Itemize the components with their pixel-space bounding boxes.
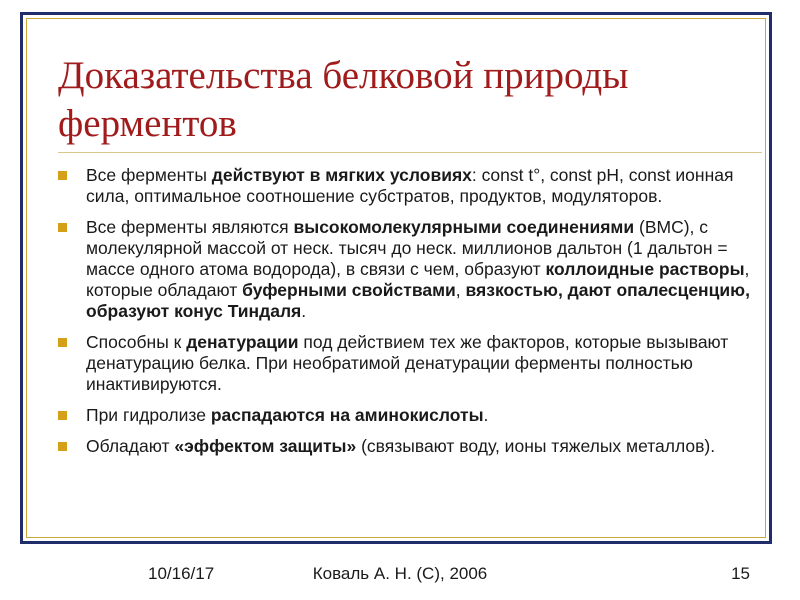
page-number: 15	[731, 564, 750, 583]
bullet-item	[58, 405, 754, 426]
bullet-run: .	[483, 405, 489, 425]
bullet-run: (связывают воду, ионы тяжелых металлов).	[356, 436, 716, 456]
square-bullet-icon	[58, 442, 67, 451]
footer-date: 10/16/17	[148, 564, 215, 583]
footer-author: Коваль А. Н. (С), 2006	[312, 564, 488, 583]
bullet-emphasis: действуют в мягких условиях	[211, 165, 472, 185]
bullet-item	[58, 332, 754, 395]
bullet-run: Все ферменты	[86, 165, 212, 185]
bullet-emphasis: коллоидные растворы	[545, 259, 745, 279]
title-divider	[58, 152, 762, 153]
bullet-list	[58, 165, 754, 467]
bullet-text	[86, 332, 728, 394]
square-bullet-icon	[58, 338, 67, 347]
square-bullet-icon	[58, 171, 67, 180]
bullet-emphasis: распадаются на аминокислоты	[210, 405, 484, 425]
bullet-emphasis: денатурации	[186, 332, 299, 352]
bullet-text	[86, 436, 715, 456]
bullet-run: .	[301, 301, 307, 321]
bullet-text	[86, 405, 488, 425]
bullet-run: Способны к	[86, 332, 187, 352]
bullet-run: , которые обладают	[86, 259, 750, 300]
bullet-run: При гидролизе	[86, 405, 211, 425]
bullet-run: Все ферменты являются	[86, 217, 294, 237]
bullet-item	[58, 217, 754, 322]
bullet-run: ,	[455, 280, 466, 300]
square-bullet-icon	[58, 411, 67, 420]
bullet-item	[58, 436, 754, 457]
bullet-emphasis: высокомолекулярными соединениями	[293, 217, 635, 237]
bullet-run: Обладают	[86, 436, 175, 456]
bullet-text	[86, 165, 733, 206]
bullet-run: : const t°, const pH, const ионная сила, оптимальное соотношение субстратов, продуктов, модуляторов.	[86, 165, 734, 206]
bullet-emphasis: вязкостью, дают опалесценцию, образуют конус Тиндаля	[86, 280, 750, 321]
bullet-run: под действием тех же факторов, которые вызывают денатурацию белка. При необратимой денатурации ферменты полностью инактивируются.	[86, 332, 729, 394]
slide-title: Доказательства белковой природы ферментов	[58, 54, 629, 145]
bullet-emphasis: «эффектом защиты»	[174, 436, 357, 456]
bullet-item	[58, 165, 754, 207]
square-bullet-icon	[58, 223, 67, 232]
bullet-run: (ВМС), с молекулярной массой от неск. тысяч до неск. миллионов дальтон (1 дальтон = массе одного атома водорода), в связи с чем, образуют	[86, 217, 728, 279]
bullet-text	[86, 217, 750, 321]
bullet-emphasis: буферными свойствами	[242, 280, 456, 300]
